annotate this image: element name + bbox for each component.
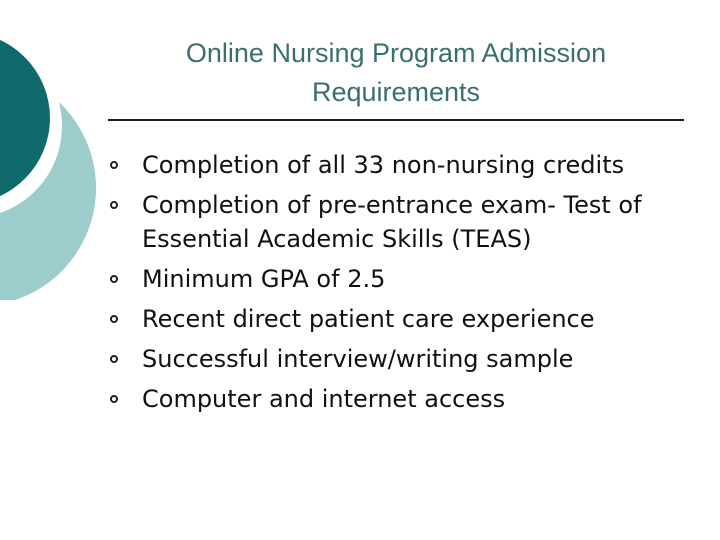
requirements-list	[108, 148, 698, 422]
list-item	[108, 382, 698, 416]
bullet-text: Computer and internet access	[142, 385, 506, 413]
list-item	[108, 188, 698, 256]
open-circle-icon	[110, 275, 118, 283]
dark-teal-circle	[0, 32, 50, 204]
bullet-text: Recent direct patient care experience	[142, 305, 595, 333]
light-teal-circle	[0, 70, 96, 300]
bullet-text: Completion of pre-entrance exam- Test of Essential Academic Skills (TEAS)	[142, 191, 642, 253]
list-item	[108, 262, 698, 296]
title-divider	[108, 119, 684, 121]
open-circle-icon	[110, 315, 118, 323]
decorative-circles	[0, 0, 120, 300]
open-circle-icon	[110, 161, 118, 169]
open-circle-icon	[110, 355, 118, 363]
bullet-text: Minimum GPA of 2.5	[142, 265, 386, 293]
list-item	[108, 148, 698, 182]
open-circle-icon	[110, 201, 118, 209]
open-circle-icon	[110, 395, 118, 403]
list-item	[108, 342, 698, 376]
white-ring	[0, 34, 62, 218]
slide-title: Online Nursing Program Admission Requirements	[185, 38, 607, 107]
list-item	[108, 302, 698, 336]
bullet-text: Successful interview/writing sample	[142, 345, 574, 373]
bullet-text: Completion of all 33 non-nursing credits	[142, 151, 625, 179]
